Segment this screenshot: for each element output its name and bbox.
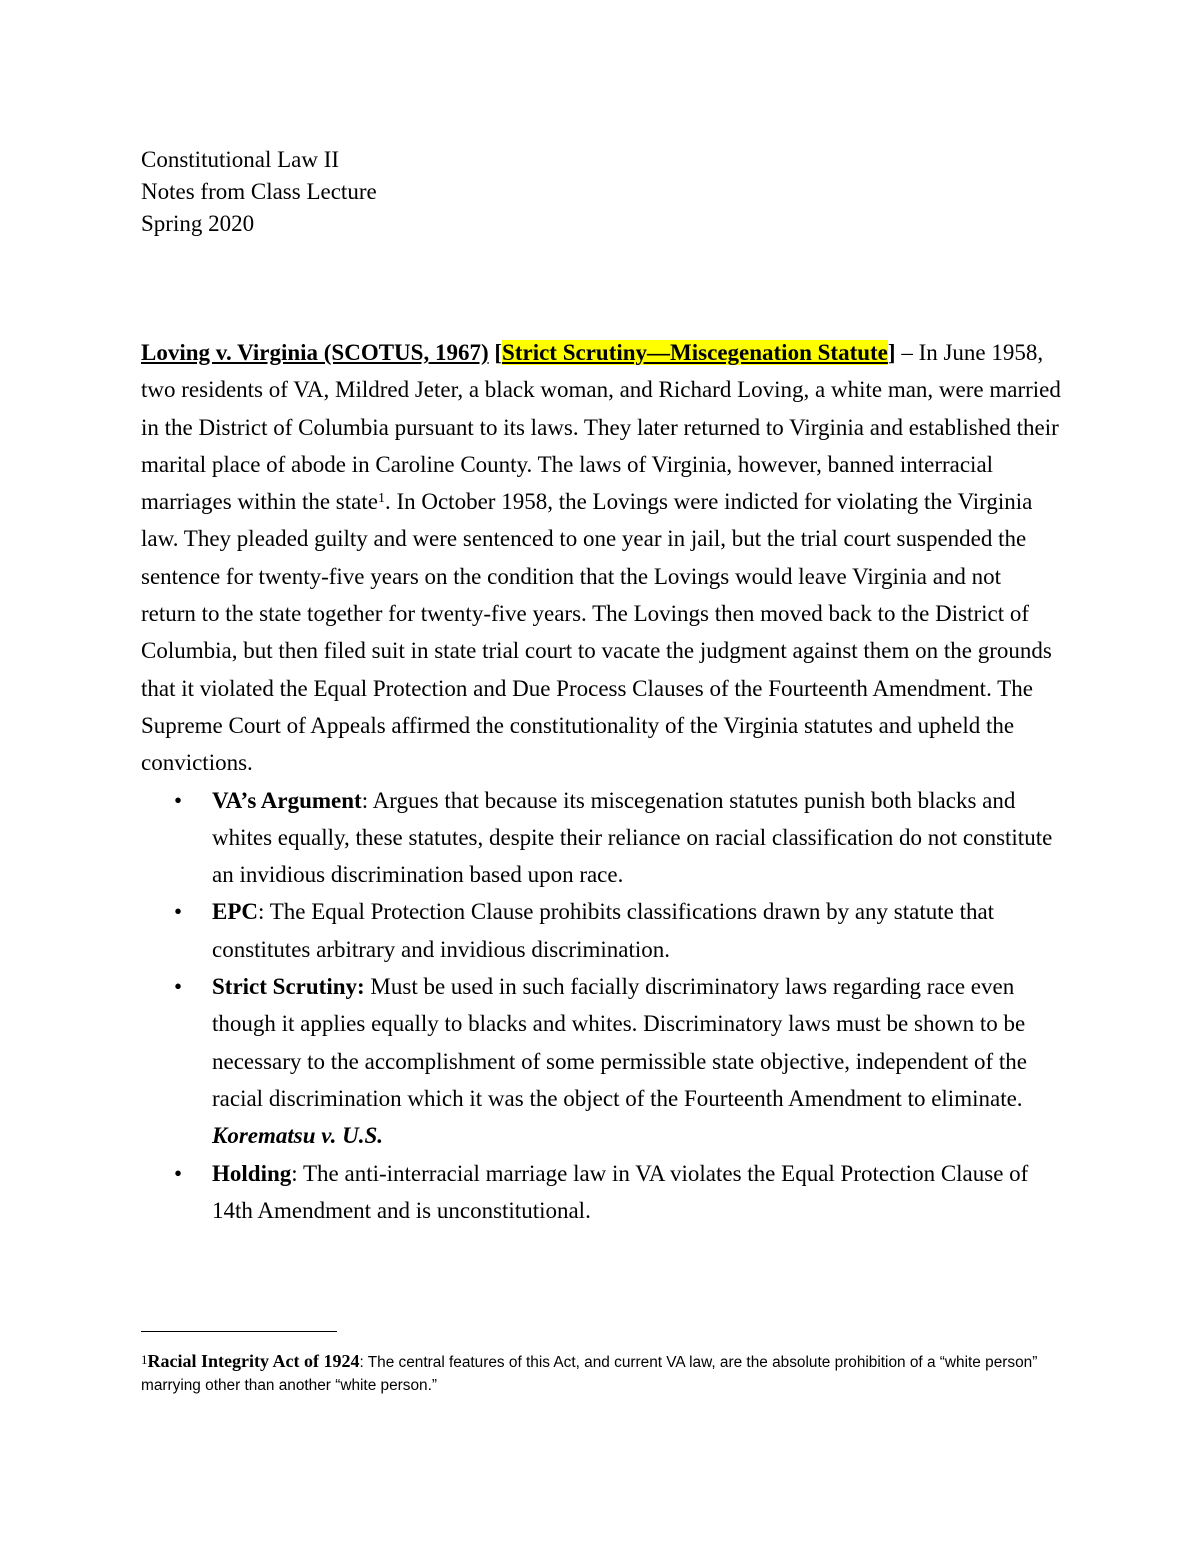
case-summary-text-a: – In June 1958, two residents of VA, Mildred Jeter, a black woman, and Richard Loving, a white man, were married in the District of Columbia pursuant to its laws. They later returned to Virginia and established their marital place of abode in Caroline County. The laws of Virginia, however, banned interracial marriages within the state [141,340,1061,515]
list-item [141,782,1061,894]
case-notes [141,334,1061,1229]
point-text: Must be used in such facially discriminatory laws regarding race even though it applies equally to blacks and whites. Discriminatory laws must be shown to be necessary to the accomplishment of some permissible state objective, independent of the racial discrimination which it was the object of the Fourteenth Amendment to eliminate. [212,974,1027,1111]
document-subtitle: Notes from Class Lecture [141,179,377,204]
case-tag-bracket-close: ] [887,340,896,365]
point-label: EPC [212,899,258,925]
bullet-icon: • [174,787,183,813]
case-citation: Korematsu v. U.S. [212,1123,384,1149]
footnote-mark: 1 [141,1352,148,1367]
footnote-text: : The central features of this Act, and current VA law, are the absolute prohibition of a “white person” marrying other than another “white person.” [141,1354,1038,1394]
footnote-reference: 1 [377,491,385,507]
point-label: Holding [212,1160,292,1186]
course-title: Constitutional Law II [141,147,340,172]
list-item [141,968,1061,1154]
point-text: : The Equal Protection Clause prohibits classifications drawn by any statute that constitutes arbitrary and invidious discrimination. [212,899,995,962]
point-text: : The anti-interracial marriage law in VA violates the Equal Protection Clause of 14th Amendment and is unconstitutional. [212,1160,1029,1223]
case-title: Loving v. Virginia (SCOTUS, 1967) [141,340,489,365]
list-item [141,1155,1061,1230]
point-text: : Argues that because its miscegenation statutes punish both blacks and whites equally, these statutes, despite their reliance on racial classification do not constitute an invidious discrimination based upon race. [212,787,1053,888]
case-tag-highlight: Strict Scrutiny—Miscegenation Statute [502,340,888,365]
case-summary-text-b: . In October 1958, the Lovings were indicted for violating the Virginia law. They pleaded guilty and were sentenced to one year in jail, but the trial court suspended the sentence for twenty-five years on the condition that the Lovings would leave Virginia and not return to the state together for twenty-five years. The Lovings then moved back to the District of Columbia, but then filed suit in state trial court to vacate the judgment against them on the grounds that it violated the Equal Protection and Due Process Clauses of the Fourteenth Amendment. The Supreme Court of Appeals affirmed the constitutionality of the Virginia statutes and upheld the convictions. [141,489,1052,776]
footnote [141,1348,1066,1397]
case-tag-bracket-open: [ [494,340,503,365]
list-item [141,893,1061,968]
footnote-separator [141,1331,337,1332]
bullet-icon: • [174,974,183,1000]
point-label: VA’s Argument [212,787,362,813]
term-label: Spring 2020 [141,211,255,236]
case-summary-paragraph [141,334,1061,782]
bullet-icon: • [174,1160,183,1186]
footnote-heading: Racial Integrity Act of 1924 [147,1351,360,1371]
point-label: Strict Scrutiny: [212,974,365,1000]
bullet-icon: • [174,899,183,925]
case-points-list [141,782,1061,1230]
document-header [141,144,377,240]
